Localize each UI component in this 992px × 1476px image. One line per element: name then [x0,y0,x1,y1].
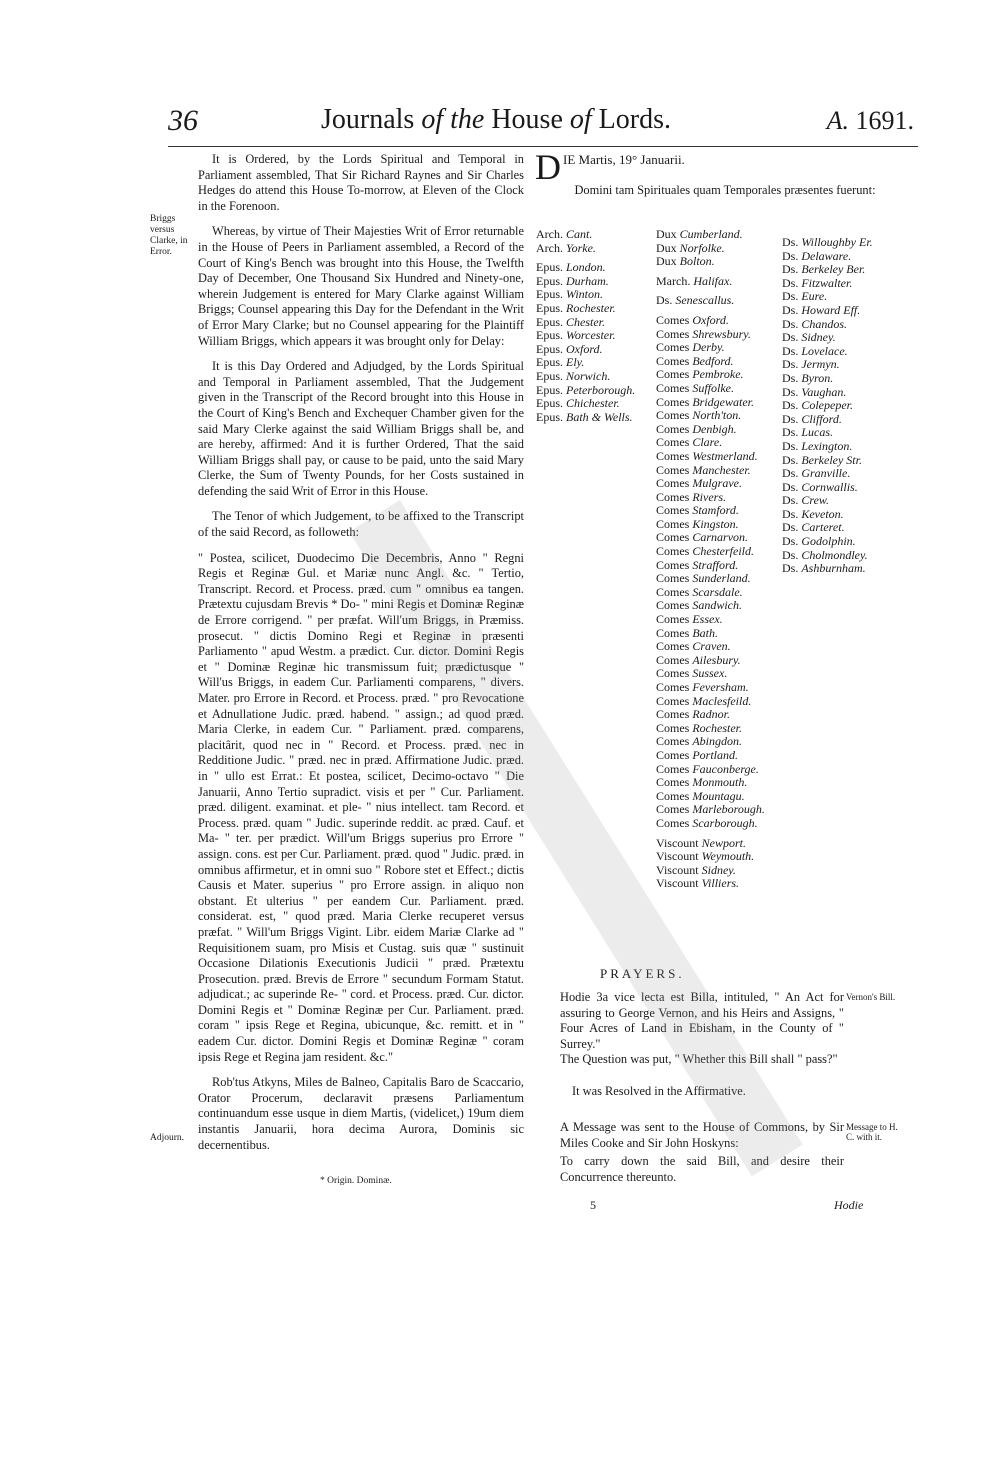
lord-name: Comes Chesterfeild. [656,544,755,559]
lord-name: Comes Bath. [656,625,719,640]
lord-name: Epus. London. [536,260,606,275]
lord-name: Epus. Peterborough. [536,382,636,397]
lord-name: Ds. Howard Eff. [782,302,861,317]
lord-name: Comes Feversham. [656,680,749,694]
lord-name: Comes Oxford. [656,312,729,327]
lord-name: Comes Carnarvon. [656,530,749,545]
lord-name: Ds. Ashburnham. [782,561,866,576]
lord-name: Comes North'ton. [656,408,742,423]
lord-name: Ds. Senescallus. [656,293,735,308]
lord-name: Epus. Oxford. [536,341,603,356]
lord-name: Ds. Jermyn. [782,357,840,372]
margin-note-adjourn: Adjourn. [150,1133,185,1143]
lord-name: Comes Pembroke. [656,367,744,382]
lord-name: Ds. Cornwallis. [782,479,858,494]
lord-name: Comes Rochester. [656,720,742,735]
lord-name: Epus. Ely. [536,355,585,370]
lord-name: Comes Fauconberge. [656,761,759,776]
lord-name: Viscount Weymouth. [656,849,755,864]
footnote: * Origin. Dominæ. [320,1176,392,1186]
journal-title: Journals of the House of Lords. [321,104,671,135]
lord-name: Comes Suffolke. [656,380,734,395]
lord-name: Arch. Cant. [536,227,593,241]
lord-name: Comes Sussex. [656,666,728,681]
margin-note-message: Message to H. C. with it. [846,1122,898,1142]
lord-name: Comes Denbigh. [656,421,737,436]
lord-name: Epus. Worcester. [536,328,616,343]
catchword: Hodie [834,1198,864,1212]
lord-name: Ds. Colepeper. [782,398,853,413]
page-number: 36 [168,104,198,137]
lord-name: Comes Bedford. [656,353,734,368]
lord-name: Ds. Godolphin. [782,534,856,549]
lord-name: Epus. Winton. [536,287,604,302]
lord-name: Comes Abingdon. [656,734,743,749]
lord-name: Epus. Chester. [536,314,605,329]
lord-name: Ds. Keveton. [782,506,844,521]
lord-name: Ds. Delaware. [782,248,852,263]
lord-name: Epus. Chichester. [536,396,620,411]
lord-name: Ds. Cholmondley. [782,547,868,562]
resolved-affirmative: It was Resolved in the Affirmative. [572,1084,746,1098]
domini-present: Domini tam Spirituales quam Temporales præsentes fuerunt: [574,183,876,197]
barons-list [782,236,912,576]
margin-note-vernon: Vernon's Bill. [846,992,896,1002]
lord-name: Dux Bolton. [656,254,715,269]
lord-name: Ds. Willoughby Er. [782,235,873,249]
latin-judgement: " Postea, scilicet, Duodecimo Die Decembris, Anno " Regni Regis et Reginæ Gul. et Mariæ nunc Angl. &c. " Tertio, Transcript. Record. et Process. præd. cum " omnibus ea tangen. Prætextu cujusdam Brevis * Do- " mini Regis et Dominæ Reginæ de Errore corrigend. " per præfat. Will'um Briggs, in Præmiss. prosecut. " dictis Domino Regi et Reginæ in præsenti Parliamento " apud Westm. a prædict. Cur. dictor. Domini Regis et " Dominæ Reginæ hic transmissum fuit; prædictusque " Will'us Briggs, in eadem Cur. Parliamenti comparens, " divers. Mater. pro Errore in Record. et Process. præd. " pro Revocatione et Adnullatione Judic. præd. habend. " assign.; ad quod præd. Maria Clerke, in eadem Cur. " Parliament. præd. comparens, placitârit, quod nec in " Record. et Process. præd. nec in Redditione Judic. " præd. nec in præd. Affirmatione Judic. præd. in " ullo est Errat.: Et postea, scilicet, Decimo-octavo " Die Januarii, Anno Tertio supradict. visis et per " Cur. Parliament. præd. diligent. examinat. et ple- " nius intellect. tam Record. et Process. præd. quam " Judic. superinde reddit. ac præd. Cauf. et Ma- " ter. per prædict. Will'um Briggs superius pro Errore " assign. cons. est per Cur. Parliament. præd. quod " Judic. præd. in omnibus affirmetur, et in omni suo " Robore stet et Effect.; dictis Causis et Mater. superius " pro Errore assign. in aliquo non obstant. Et ulterius " per eandem Cur. Parliament. præd. considerat. est, " quod præd. Maria Clerke recuperet versus præfat. " Will'um Briggs Vigint. Libr. eidem Mariæ Clarke ad " Requisitionem suam, pro Misis et Custag. suis quæ " sustinuit Occasione Dilationis Executionis Judicii " præd. Prætextu Prosecution. præd. Brevis de Errore " secundum Formam Statut. adjudicat.; ac superinde Re- " cord. et Process. præd. Cur. dictor. Domini Regis et " Dominæ Reginæ per Cur. Parliament. præd. coram " ipsis Rege et Regina, ubicunque, &c. remitt. et in " eadem Cur. dictor. Domini Regis et Dominæ Reginæ " coram ipsis Rege et Regina jam resident. &c." [198,550,524,1064]
question-put: The Question was put, " Whether this Bill shall " pass?" [560,1052,838,1066]
order-adjudged: It is this Day Ordered and Adjudged, by the Lords Spiritual and Temporal in Parliament assembled, That the Judgement given in the Transcript of the Record brought into this House in the Court of King's Bench and Exchequer Chamber given for the said Mary Clerke against the said William Briggs shall be, and are hereby, affirmed: And it is further Ordered, That the said William Briggs shall pay, or cause to be paid, unto the said Mary Clerke, the Sum of Twenty Pounds, for her Costs sustained in defending the said Writ of Error in this House. [198,359,524,498]
whereas-paragraph: Whereas, by virtue of Their Majesties Writ of Error returnable in the House of Peers in Parliament assembled, a Record of the Court of King's Bench was brought into this House, the Twelfth Day of December, One Thousand Six Hundred and Ninety-one, wherein Judgement is entered for Mary Clarke against William Briggs; Counsel appearing this Day for the Defendant in the Writ of Error Mary Clarke; but no Counsel appearing for the Plaintiff William Briggs, which appears it was brought only for Delay: [198,224,524,348]
lord-name: Comes Sandwich. [656,598,743,613]
order-attend: It is Ordered, by the Lords Spiritual and Temporal in Parliament assembled, That Sir Richard Raynes and Sir Charles Hedges do attend this House To-morrow, at Eleven of the Clock in the Forenoon. [198,152,524,213]
lord-name: Comes Sunderland. [656,571,751,586]
lord-name: March. Halifax. [656,273,733,288]
prayers-heading: PRAYERS. [600,966,685,981]
lord-name: Epus. Bath & Wells. [536,409,633,424]
lord-name: Dux Norfolke. [656,240,725,255]
lord-name: Comes Kingston. [656,516,739,531]
lord-name: Ds. Lexington. [782,438,853,453]
tenor-heading: The Tenor of which Judgement, to be affixed to the Transcript of the said Record, as followeth: [198,509,524,540]
lord-name: Ds. Lucas. [782,425,834,440]
year-label: A. 1691. [826,106,914,135]
lord-name: Comes Craven. [656,639,731,654]
date-heading: D IE Martis, 19° Januarii. [535,147,685,187]
lord-name: Comes Shrewsbury. [656,326,751,341]
lord-name: Comes Rivers. [656,489,726,504]
lord-name: Ds. Byron. [782,370,834,385]
lord-name: Ds. Clifford. [782,411,842,426]
lord-name: Ds. Chandos. [782,316,848,331]
signature-mark: 5 [590,1198,596,1212]
carry-down-bill: To carry down the said Bill, and desire their Concurrence thereunto. [560,1154,844,1184]
lord-name: Ds. Fitzwalter. [782,275,853,290]
lord-name: Epus. Norwich. [536,368,611,383]
lord-name: Ds. Berkeley Str. [782,452,862,467]
lord-name: Ds. Sidney. [782,330,836,345]
lord-name: Comes Derby. [656,340,725,355]
lord-name: Ds. Eure. [782,289,828,304]
message-to-commons: A Message was sent to the House of Commons, by Sir Miles Cooke and Sir John Hoskyns: [560,1120,844,1150]
lord-name: Ds. Crew. [782,493,830,508]
lord-name: Viscount Sidney. [656,862,736,877]
lord-name: Comes Maclesfeild. [656,693,752,708]
lords-temporal-list [656,228,782,891]
lord-name: Comes Radnor. [656,707,731,722]
lord-name: Viscount Villiers. [656,876,740,891]
lord-name: Ds. Granville. [782,466,851,481]
lord-name: Comes Ailesbury. [656,652,741,667]
lord-name: Comes Westmerland. [656,448,758,463]
page-header [0,100,992,144]
lords-spiritual-list [536,228,656,424]
lord-name: Comes Scarborough. [656,815,758,830]
lord-name: Comes Stamford. [656,503,739,518]
lord-name: Comes Strafford. [656,557,739,572]
lord-name: Ds. Berkeley Ber. [782,262,866,277]
lord-name: Comes Mulgrave. [656,476,742,491]
vernon-bill-reading: Hodie 3a vice lecta est Billa, intituled, " An Act for assuring to George Vernon, and his Heirs and Assigns, " Four Acres of Land in Ebisham, in the County of " Surrey." [560,990,844,1051]
lord-name: Comes Marleborough. [656,802,765,817]
lord-name: Comes Essex. [656,612,723,627]
lord-name: Epus. Durham. [536,273,609,288]
lord-name: Ds. Carteret. [782,520,845,535]
margin-note-briggs: Briggs versus Clarke, in Error. [150,214,188,257]
lord-name: Epus. Rochester. [536,300,616,315]
lord-name: Ds. Lovelace. [782,343,848,358]
lord-name: Comes Clare. [656,435,723,450]
lord-name: Arch. Yorke. [536,240,596,255]
lord-name: Comes Portland. [656,747,739,762]
adjournment-paragraph: Rob'tus Atkyns, Miles de Balneo, Capitalis Baro de Scaccario, Orator Procerum, declaravit præsens Parliamentum continuandum esse usque in diem Martis, (videlicet,) 19um diem instantis Januarii, hora decima Aurora, Dominis sic decernentibus. [198,1075,524,1152]
lord-name: Comes Scarsdale. [656,584,743,599]
lord-name: Dux Cumberland. [656,227,743,241]
drop-cap: D [535,147,561,187]
lord-name: Comes Manchester. [656,462,751,477]
lord-name: Viscount Newport. [656,835,746,850]
lord-name: Ds. Vaughan. [782,384,847,399]
lord-name: Comes Mountagu. [656,788,745,803]
lord-name: Comes Bridgewater. [656,394,755,409]
lord-name: Comes Monmouth. [656,775,748,790]
